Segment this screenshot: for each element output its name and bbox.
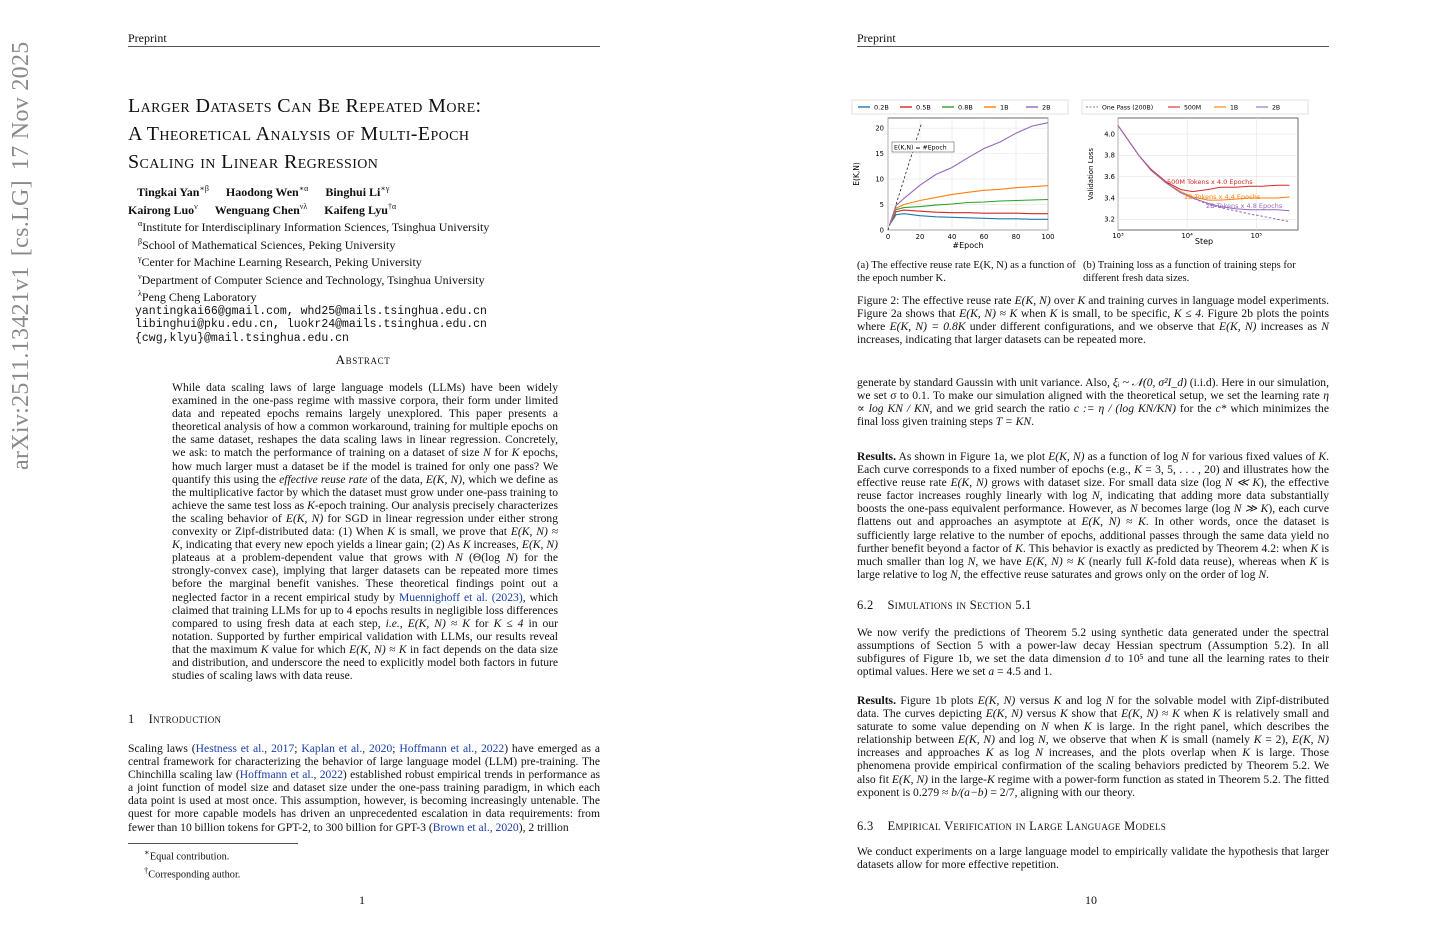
author-line [128,200,598,218]
section-heading: 6.2 Simulations in Section 5.1 [857,598,1032,612]
abstract-heading: Abstract [335,352,391,367]
page-number: 10 [1085,893,1097,907]
citation-link[interactable]: Hoffmann et al., 2022 [399,742,505,755]
affiliation: $^\nu$Department of Computer Science and Technology, Tsinghua University [138,271,485,287]
x-tick-label: 0 [885,233,891,241]
abstract-text: While data scaling laws of large language models (LLMs) have been widely examined in the one-pass regime with massive corpora, their form under limited data and repeated epochs remains largely unexplored. This paper presents a theoretical analysis of how a common workaround, training for multiple epochs on the same dataset, reshapes the data scaling laws in linear regression. Concretely, we ask: to match the performance of training on a dataset of size N for K epochs, how much larger must a dataset be if the model is trained for only one pass? We quantify this using the effective reuse rate of the data, E(K, N), which we define as the multiplicative factor by which the dataset must grow under one-pass training to achieve the same test loss as K-epoch training. Our analysis precisely characterizes the scaling behavior of E(K, N) for SGD in linear regression under either strong convexity or Zipf-distributed data: (1) When K is small, we prove that E(K, N) ≈ K, indicating that every new epoch yields a linear gain; (2) As K increases, E(K, N) plateaus at a problem-dependent value that grows with N (Θ(log N) for the strongly-convex case), implying that larger datasets can be repeated more times before the marginal benefit vanishes. These theoretical findings point out a neglected factor in a recent empirical study by Muennighoff et al. (2023), which claimed that training LLMs for up to 4 epochs results in negligible loss differences compared to using fresh data at each step, i.e., E(K, N) ≈ K for K ≤ 4 in our notation. Supported by further empirical validation with LLMs, our results reveal that the maximum K value for which E(K, N) ≈ K in fact depends on the data size and distribution, and underscore the need to explicitly model both factors in future studies of scaling laws with data reuse. [172,381,558,683]
results-paragraph: Results. As shown in Figure 1a, we plot E(K, N) as a function of log N for various fixed values of K. Each curve corresponds to a fixed number of epochs (e.g., K = 3, 5, . . . , 20) and illustrates how the effective reuse rate E(K, N) grows with dataset size. For small data size (log N ≪ K), the effective reuse factor increases roughly linearly with log N, indicating that adding more data substantially boosts the one-pass equivalent performance. However, as N becomes large (log N ≫ K), each curve flattens out and approaches an asymptote at E(K, N) ≈ K. In other words, once the dataset is sufficiently large relative to the number of epochs, additional passes through the same data yield no further benefit beyond a factor of K. This behavior is exactly as predicted by Theorem 4.2: when K is much smaller than log N, we have E(K, N) ≈ K (nearly full K-fold data reuse), whereas when K is large relative to log N, the effective reuse saturates and grows only on the order of log N. [857,450,1330,581]
footnotes [144,846,240,882]
affiliation: $^\lambda$Peng Cheng Laboratory [138,289,257,304]
title-line: Scaling in Linear Regression [128,151,379,173]
subcaption-a: (a) The effective reuse rate E(K, N) as a function of the epoch number K. [857,260,1076,284]
affiliation: $^\alpha$Institute for Interdisciplinary Information Sciences, Tsinghua University [138,219,490,234]
legend-label: 0.5B [916,103,931,112]
citation-link[interactable]: Muennighoff et al. (2023) [398,590,523,604]
citation-link[interactable]: Hoffmann et al., 2022 [239,768,343,782]
x-tick-label: 80 [1011,233,1021,241]
footnote: †Corresponding author. [144,864,241,881]
chart-a-xlabel: #Epoch [952,241,984,250]
x-tick-label: 10⁴ [1181,232,1193,240]
footnote-rule [128,843,298,844]
page-number: 1 [359,893,365,907]
x-tick-label: 60 [979,233,989,241]
paragraph: generate by standard Gaussin with unit variance. Also, ξᵢ ~ 𝒩(0, σ²I_d) (i.i.d). Here in our simulation, we set σ to 0.1. To make our simulation aligned with the theoretical setup, we set the learning rate η ∝ log KN / KN, and we grid search the ratio c := η / (log KN/KN) for the c* which minimizes the final loss given training steps T = KN. [857,376,1329,429]
y-tick-label: 10 [875,175,884,184]
email-line: {cwg,klyu}@mail.tsinghua.edu.cn [135,331,349,345]
author-block [128,182,598,345]
email-line: yantingkai66@gmail.com, whd25@mails.tsinghua.edu.cn [135,304,487,318]
y-tick-label: 4.0 [1104,130,1115,139]
x-tick-label: 100 [1041,233,1055,241]
results-paragraph: Results. Figure 1b plots E(K, N) versus K and log N for the solvable model with Zipf-distributed data. The curves depicting E(K, N) versus K show that E(K, N) ≈ K when K is relatively small and saturate to some value depending on N when K is large. In the right panel, which describes the relationship between E(K, N) and log N, we observe that when K is small (namely K = 2), E(K, N) increases and approaches K as log N increases, and the plots overlap when K is large. Those phenomena provide empirical confirmation of the scaling behaviors predicted by Theorem 5.2. We also fit E(K, N) in the large-K regime with a power-form function as stated in Theorem 5.2. The fitted exponent is 0.279 ≈ b/(a−b) = 2/7, aligning with our theory. [857,694,1330,799]
legend-label: 2B [1272,104,1281,112]
author-mark: †α [387,201,397,211]
footnote: ∗Equal contribution. [144,847,230,863]
y-tick-label: 20 [875,124,884,133]
arxiv-category: [cs.LG] [8,180,34,257]
title-line: Larger Datasets Can Be Repeated More: [128,95,482,117]
chart-a-ylabel: E(K,N) [852,162,861,186]
y-tick-label: 3.6 [1104,173,1115,182]
chart-b-annotation-2b: 2B Tokens x 4.8 Epochs [1206,202,1283,210]
title-line: A Theoretical Analysis of Multi-Epoch [128,123,470,145]
chart-b-xlabel: Step [1194,237,1214,246]
author-line [137,182,598,200]
running-head: Preprint [128,31,167,45]
chart-b-frame [1118,118,1298,230]
author-mark: ∗γ [380,184,390,193]
chart-a-annotation: E(K,N) = #Epoch [894,144,947,152]
subcaption-b: (b) Training loss as a function of training steps for different fresh data sizes. [1083,260,1296,284]
y-tick-label: 3.2 [1104,215,1115,224]
citation-link[interactable]: Brown et al., 2020 [432,820,519,834]
x-tick-label: 10³ [1112,232,1124,240]
author-mark: ∗α [298,184,309,193]
citation-link[interactable]: Kaplan et al., 2020 [301,742,393,755]
chart-b-annotation-500m: 500M Tokens x 4.0 Epochs [1167,178,1253,186]
x-tick-label: 10⁵ [1250,232,1263,240]
author-mark: ∗β [199,184,209,193]
legend-label: 1B [1230,104,1239,112]
section-heading: 1 Introduction [128,712,222,726]
chart-b-annotation-1b: 1B Tokens x 4.4 Epochs [1184,193,1261,201]
legend-label: 1B [1000,103,1009,112]
author-name: Kairong Luo [128,202,195,217]
citation-link[interactable]: Hestness et al., 2017 [195,742,295,755]
arxiv-identifier [8,41,36,470]
section-heading: 6.3 Empirical Verification in Large Language Models [857,819,1167,833]
y-tick-label: 3.4 [1104,194,1115,203]
author-name: Haodong Wen [225,185,299,199]
figure-caption: Figure 2: The effective reuse rate E(K, N) over K and training curves in language model experiments. Figure 2a shows that E(K, N) ≈ K when K is small, to be specific, K ≤ 4. Figure 2b plots the points where E(K, N) = 0.8K under different configurations, and we observe that E(K, N) increases as N increases, indicating that larger datasets can be repeated more. [857,294,1330,347]
header-rule [128,46,600,47]
x-tick-label: 20 [915,233,925,241]
intro-paragraph: Scaling laws (Hestness et al., 2017; Kaplan et al., 2020; Hoffmann et al., 2022) have emerged as a central framework for characterizing the behavior of large language model (LLM) pre-training. The Chinchilla scaling law (Hoffmann et al., 2022) established robust empirical trends in performance as a joint function of model size and dataset size under the one-pass training paradigm, in which each data point is used at most once. This assumption, however, is becoming increasingly untenable. The quest for more capable models has driven an unprecedented escalation in data requirements: from fewer than 10 billion tokens for GPT-2, to 300 billion for GPT-3 (Brown et al., 2020), 2 trillion [128,742,600,834]
author-name: Binghui Li [325,185,381,199]
arxiv-date: 17 Nov 2025 [8,41,34,171]
legend-label: 0.8B [958,103,973,112]
y-tick-label: 0 [879,226,884,235]
affiliation: $^\gamma$Center for Machine Learning Research, Peking University [138,254,422,269]
legend-label: 0.2B [874,103,889,112]
affiliation: $^\beta$School of Mathematical Sciences, Peking University [138,236,396,252]
x-tick-label: 40 [947,233,957,241]
y-tick-label: 15 [875,150,884,159]
legend-label: 2B [1042,103,1051,112]
paragraph: We now verify the predictions of Theorem 5.2 using synthetic data generated under the spectral assumptions of Section 5 with a power-law decay Hessian spectrum (Assumption 5.2). In all subfigures of Figure 1b, we set the data dimension d to 10⁵ and tune all the learning rates to their optimal values. Here we set a = 4.5 and 1. [857,626,1329,679]
author-mark: ν [194,201,198,211]
author-name: Wenguang Chen [214,202,300,217]
y-tick-label: 3.8 [1104,151,1115,160]
legend-label: One Pass (200B) [1102,104,1154,112]
y-tick-label: 5 [879,200,884,209]
author-mark: νλ [299,201,308,211]
arxiv-id: arXiv:2511.13421v1 [8,266,34,470]
email-line: libinghui@pku.edu.cn, luokr24@mails.tsinghua.edu.cn [135,318,487,331]
author-name: Kaifeng Lyu [324,202,388,217]
chart-b-ylabel: Validation Loss [1087,147,1095,201]
paper-title [128,92,608,176]
paragraph: We conduct experiments on a large language model to empirically validate the hypothesis that larger datasets allow for more effective repetition. [857,845,1329,872]
author-name: Tingkai Yan [137,185,200,199]
running-head: Preprint [857,31,896,45]
figure-2 [850,96,1310,252]
legend-label: 500M [1184,104,1202,112]
header-rule [857,46,1329,47]
